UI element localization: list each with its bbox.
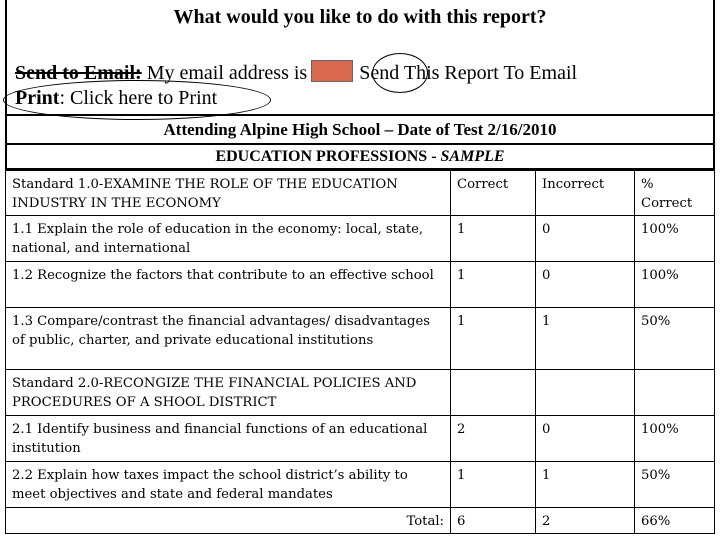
incorrect-cell: 2 <box>536 508 635 534</box>
row-label-cell: 1.1 Explain the role of education in the economy: local, state, national, and international <box>6 216 451 262</box>
correct-cell: 1 <box>451 262 536 308</box>
correct-cell: 1 <box>451 308 536 370</box>
school-date-line: Attending Alpine High School – Date of Test 2/16/2010 <box>5 116 715 145</box>
incorrect-cell: Incorrect <box>536 171 635 216</box>
send-report-email-link[interactable]: Send This Report To Email <box>359 62 578 84</box>
report-actions-header <box>5 0 715 116</box>
report-title-sample: SAMPLE <box>440 148 505 165</box>
report-frame <box>5 0 715 536</box>
percent-correct-cell: 100% <box>635 262 715 308</box>
row-label-cell: 2.2 Explain how taxes impact the school district’s ability to meet objectives and state and federal mandates <box>6 462 451 508</box>
percent-correct-cell: 100% <box>635 216 715 262</box>
table-row <box>6 308 715 370</box>
send-to-email-label: Send to Email: <box>15 62 142 84</box>
email-address-prompt: My email address is <box>141 62 308 84</box>
percent-correct-cell: % Correct <box>635 171 715 216</box>
results-table <box>5 170 715 534</box>
percent-correct-cell: 50% <box>635 308 715 370</box>
correct-cell: Correct <box>451 171 536 216</box>
percent-correct-cell: 50% <box>635 462 715 508</box>
table-row <box>6 262 715 308</box>
incorrect-cell: 0 <box>536 262 635 308</box>
print-highlight-ellipse <box>3 80 271 120</box>
table-row <box>6 508 715 534</box>
row-label-cell: Standard 1.0-EXAMINE THE ROLE OF THE EDUCATION INDUSTRY IN THE ECONOMY <box>6 171 451 216</box>
actions-question: What would you like to do with this report? <box>173 6 547 28</box>
correct-cell: 6 <box>451 508 536 534</box>
correct-cell: 1 <box>451 462 536 508</box>
row-label-cell: 2.1 Identify business and financial functions of an educational institution <box>6 416 451 462</box>
table-row <box>6 462 715 508</box>
row-label-cell: Standard 2.0-RECONGIZE THE FINANCIAL POLICIES AND PROCEDURES OF A SHOOL DISTRICT <box>6 370 451 416</box>
row-label-cell: 1.2 Recognize the factors that contribute to an effective school <box>6 262 451 308</box>
print-instruction: : Click here to Print <box>59 87 218 109</box>
table-row <box>6 370 715 416</box>
row-label-cell: Total: <box>6 508 451 534</box>
incorrect-cell: 0 <box>536 216 635 262</box>
email-address-field[interactable] <box>311 60 353 82</box>
correct-cell: 1 <box>451 216 536 262</box>
row-label-cell: 1.3 Compare/contrast the financial advantages/ disadvantages of public, charter, and private educational institutions <box>6 308 451 370</box>
percent-correct-cell: 100% <box>635 416 715 462</box>
correct-cell <box>451 370 536 416</box>
percent-correct-cell: 66% <box>635 508 715 534</box>
table-row <box>6 416 715 462</box>
email-field-highlight-ellipse <box>372 53 428 93</box>
print-label: Print <box>15 87 60 109</box>
report-title <box>5 145 715 170</box>
correct-cell: 2 <box>451 416 536 462</box>
report-title-text: EDUCATION PROFESSIONS - <box>215 148 441 165</box>
incorrect-cell: 0 <box>536 416 635 462</box>
incorrect-cell <box>536 370 635 416</box>
incorrect-cell: 1 <box>536 462 635 508</box>
table-row <box>6 171 715 216</box>
incorrect-cell: 1 <box>536 308 635 370</box>
table-row <box>6 216 715 262</box>
percent-correct-cell <box>635 370 715 416</box>
